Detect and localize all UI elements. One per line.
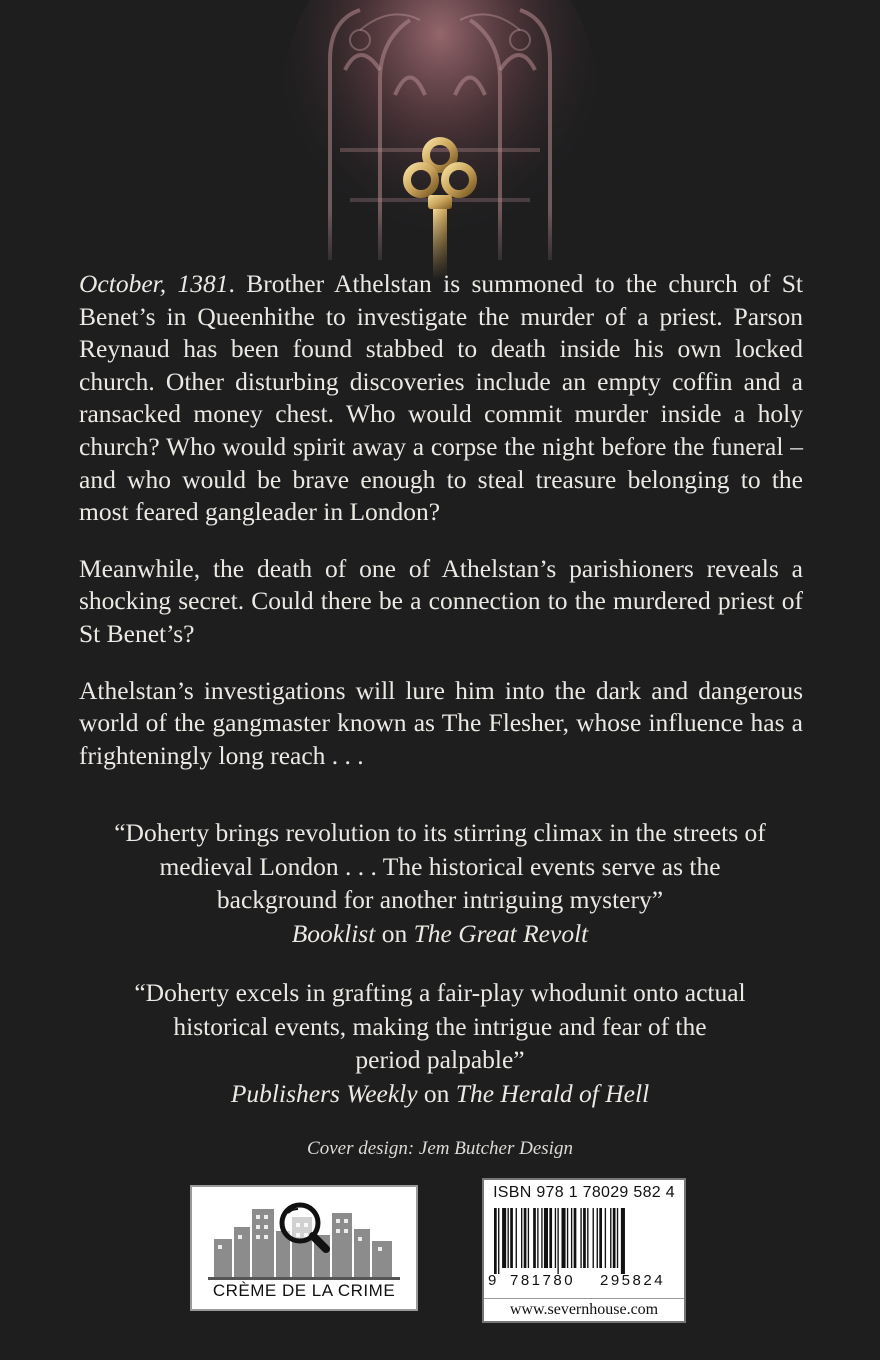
isbn-barcode — [482, 1178, 686, 1323]
review-quote-2 — [60, 976, 820, 1110]
isbn-label: ISBN 978 1 78029 582 4 — [493, 1184, 675, 1201]
quote-2-line-1: “Doherty excels in grafting a fair-play whodunit onto actual — [134, 978, 746, 1007]
blurb-paragraph-1 — [79, 268, 803, 529]
quote-1-line-2: medieval London . . . The historical events serve as the — [159, 851, 721, 881]
city-skyline-icon — [192, 1187, 416, 1287]
review-quote-1 — [60, 816, 820, 950]
quote-1-connector: on — [375, 918, 414, 948]
gothic-window-key-illustration — [0, 0, 880, 280]
barcode-digit-group-1: 781780 — [510, 1272, 576, 1289]
quote-2-line-3: period palpable” — [355, 1045, 525, 1074]
quote-2-work: The Herald of Hell — [455, 1078, 650, 1108]
barcode-bars — [490, 1208, 678, 1274]
quote-1-line-1: “Doherty brings revolution to its stirring climax in the streets of — [114, 818, 766, 847]
blurb-date: October, 1381 — [79, 269, 229, 298]
quote-2-source: Publishers Weekly — [230, 1078, 418, 1108]
quote-1-source: Booklist — [291, 918, 376, 948]
quote-1-attribution — [60, 917, 820, 951]
quote-2-attribution — [60, 1077, 820, 1111]
quote-2-line-2: historical events, making the intrigue and fear of the — [173, 1011, 707, 1041]
blurb-paragraph-1-text: . Brother Athelstan is summoned to the church of St Benet’s in Queenhithe to investigate the murder of a priest. Parson Reynaud has been found stabbed to death inside his own locked church. Other disturbing discoveries include an empty coffin and a ransacked money chest. Who would commit murder inside a holy church? Who would spirit away a corpse the night before the funeral – and who would be brave enough to steal treasure belonging to the most feared gangleader in London? — [79, 269, 804, 527]
quote-1-line-3: background for another intriguing mystery” — [216, 885, 664, 914]
book-blurb — [79, 268, 803, 796]
blurb-paragraph-2: Meanwhile, the death of one of Athelstan’s parishioners reveals a shocking secret. Could there be a connection to the murdered priest of St Benet’s? — [79, 553, 803, 648]
blurb-paragraph-3: Athelstan’s investigations will lure him into the dark and dangerous world of the gangmaster known as The Flesher, whose influence has a frighteningly long reach . . . — [79, 675, 803, 770]
cover-artwork — [0, 0, 880, 280]
publisher-website: www.severnhouse.com — [484, 1298, 684, 1319]
publisher-logo-text: CRÈME DE LA CRIME — [212, 1281, 396, 1300]
quote-2-connector: on — [417, 1078, 456, 1108]
quote-1-work: The Great Revolt — [413, 918, 589, 948]
barcode-lead-digit: 9 — [488, 1272, 497, 1289]
barcode-digit-group-2: 295824 — [600, 1272, 666, 1289]
publisher-logo — [190, 1185, 418, 1311]
cover-design-credit: Cover design: Jem Butcher Design — [307, 1138, 573, 1159]
